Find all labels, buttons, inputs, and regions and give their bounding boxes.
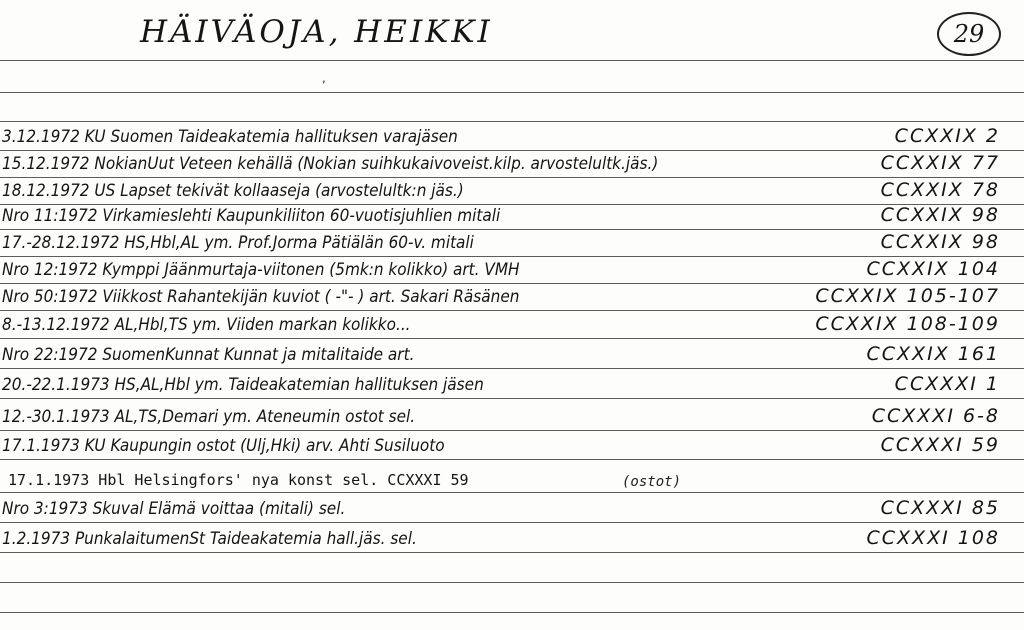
entry-row xyxy=(0,524,1024,550)
entry-row xyxy=(0,464,1024,490)
card-number-circle: 29 xyxy=(937,12,1001,56)
archive-reference: CCXXXI 108 xyxy=(866,527,1000,549)
archive-reference: CCXXIX 105-107 xyxy=(815,285,1000,307)
ruled-line xyxy=(0,552,1024,553)
entry-row xyxy=(0,310,1024,336)
entry-row xyxy=(0,340,1024,366)
archive-reference: CCXXIX 78 xyxy=(880,179,1000,201)
archive-reference: CCXXXI 59 xyxy=(880,434,1000,456)
archive-reference: CCXXIX 104 xyxy=(866,258,1000,280)
entry-row xyxy=(0,176,1024,202)
entry-text: 1.2.1973 PunkalaitumenSt Taideakatemia hall.jäs. sel. xyxy=(2,529,417,549)
entry-text: Nro 22:1972 SuomenKunnat Kunnat ja mitalitaide art. xyxy=(2,345,415,365)
entry-text: Nro 50:1972 Viikkost Rahantekijän kuviot ( -"- ) art. Sakari Räsänen xyxy=(2,287,520,307)
entry-text: Nro 12:1972 Kymppi Jäänmurtaja-viitonen (5mk:n kolikko) art. VMH xyxy=(2,260,520,280)
entry-text: 17.1.1973 KU Kaupungin ostot (Ulj,Hki) arv. Ahti Susiluoto xyxy=(2,436,445,456)
ruled-line xyxy=(0,368,1024,369)
entry-row xyxy=(0,370,1024,396)
entry-text: Nro 3:1973 Skuval Elämä voittaa (mitali) sel. xyxy=(2,499,346,519)
archive-reference: CCXXIX 98 xyxy=(880,231,1000,253)
entry-text: 17.1.1973 Hbl Helsingfors' nya konst sel. CCXXXI 59 xyxy=(8,471,469,489)
ruled-line xyxy=(0,522,1024,523)
entry-row xyxy=(0,122,1024,148)
ruled-line xyxy=(0,338,1024,339)
archive-reference: CCXXXI 85 xyxy=(880,497,1000,519)
entry-row xyxy=(0,255,1024,281)
card-title: HÄIVÄOJA, HEIKKI xyxy=(140,14,493,50)
entry-row xyxy=(0,228,1024,254)
archive-reference: CCXXXI 6-8 xyxy=(871,405,1000,427)
ruled-line xyxy=(0,60,1024,61)
ruled-line xyxy=(0,398,1024,399)
ruled-line xyxy=(0,612,1024,613)
archive-reference: CCXXXI 1 xyxy=(894,373,1000,395)
entry-text: 12.-30.1.1973 AL,TS,Demari ym. Ateneumin ostot sel. xyxy=(2,407,416,427)
ruled-line xyxy=(0,492,1024,493)
entry-row xyxy=(0,431,1024,457)
entry-text: 8.-13.12.1972 AL,Hbl,TS ym. Viiden markan kolikko... xyxy=(2,315,411,335)
entry-text: Nro 11:1972 Virkamieslehti Kaupunkiliiton 60-vuotisjuhlien mitali xyxy=(2,206,501,226)
entry-row xyxy=(0,149,1024,175)
entry-row xyxy=(0,402,1024,428)
entry-text: 3.12.1972 KU Suomen Taideakatemia hallituksen varajäsen xyxy=(2,127,458,147)
entry-text: 15.12.1972 NokianUut Veteen kehällä (Nokian suihkukaivoveist.kilp. arvostelultk.jäs.) xyxy=(2,154,659,174)
archive-reference: CCXXIX 2 xyxy=(894,125,1000,147)
entry-row xyxy=(0,282,1024,308)
entry-note: (ostot) xyxy=(622,474,682,490)
entry-text: 17.-28.12.1972 HS,Hbl,AL ym. Prof.Jorma Pätiälän 60-v. mitali xyxy=(2,233,474,253)
archive-reference: CCXXIX 77 xyxy=(880,152,1000,174)
archive-reference: CCXXIX 98 xyxy=(880,204,1000,226)
ruled-line xyxy=(0,582,1024,583)
entry-text: 18.12.1972 US Lapset tekivät kollaaseja (arvostelultk:n jäs.) xyxy=(2,181,464,201)
entry-row xyxy=(0,201,1024,227)
entry-text: 20.-22.1.1973 HS,AL,Hbl ym. Taideakatemian hallituksen jäsen xyxy=(2,375,484,395)
ruled-line xyxy=(0,92,1024,93)
entry-row xyxy=(0,494,1024,520)
ruled-line xyxy=(0,459,1024,460)
pen-mark: , xyxy=(322,71,326,85)
archive-reference: CCXXIX 161 xyxy=(866,343,1000,365)
archive-reference: CCXXIX 108-109 xyxy=(815,313,1000,335)
